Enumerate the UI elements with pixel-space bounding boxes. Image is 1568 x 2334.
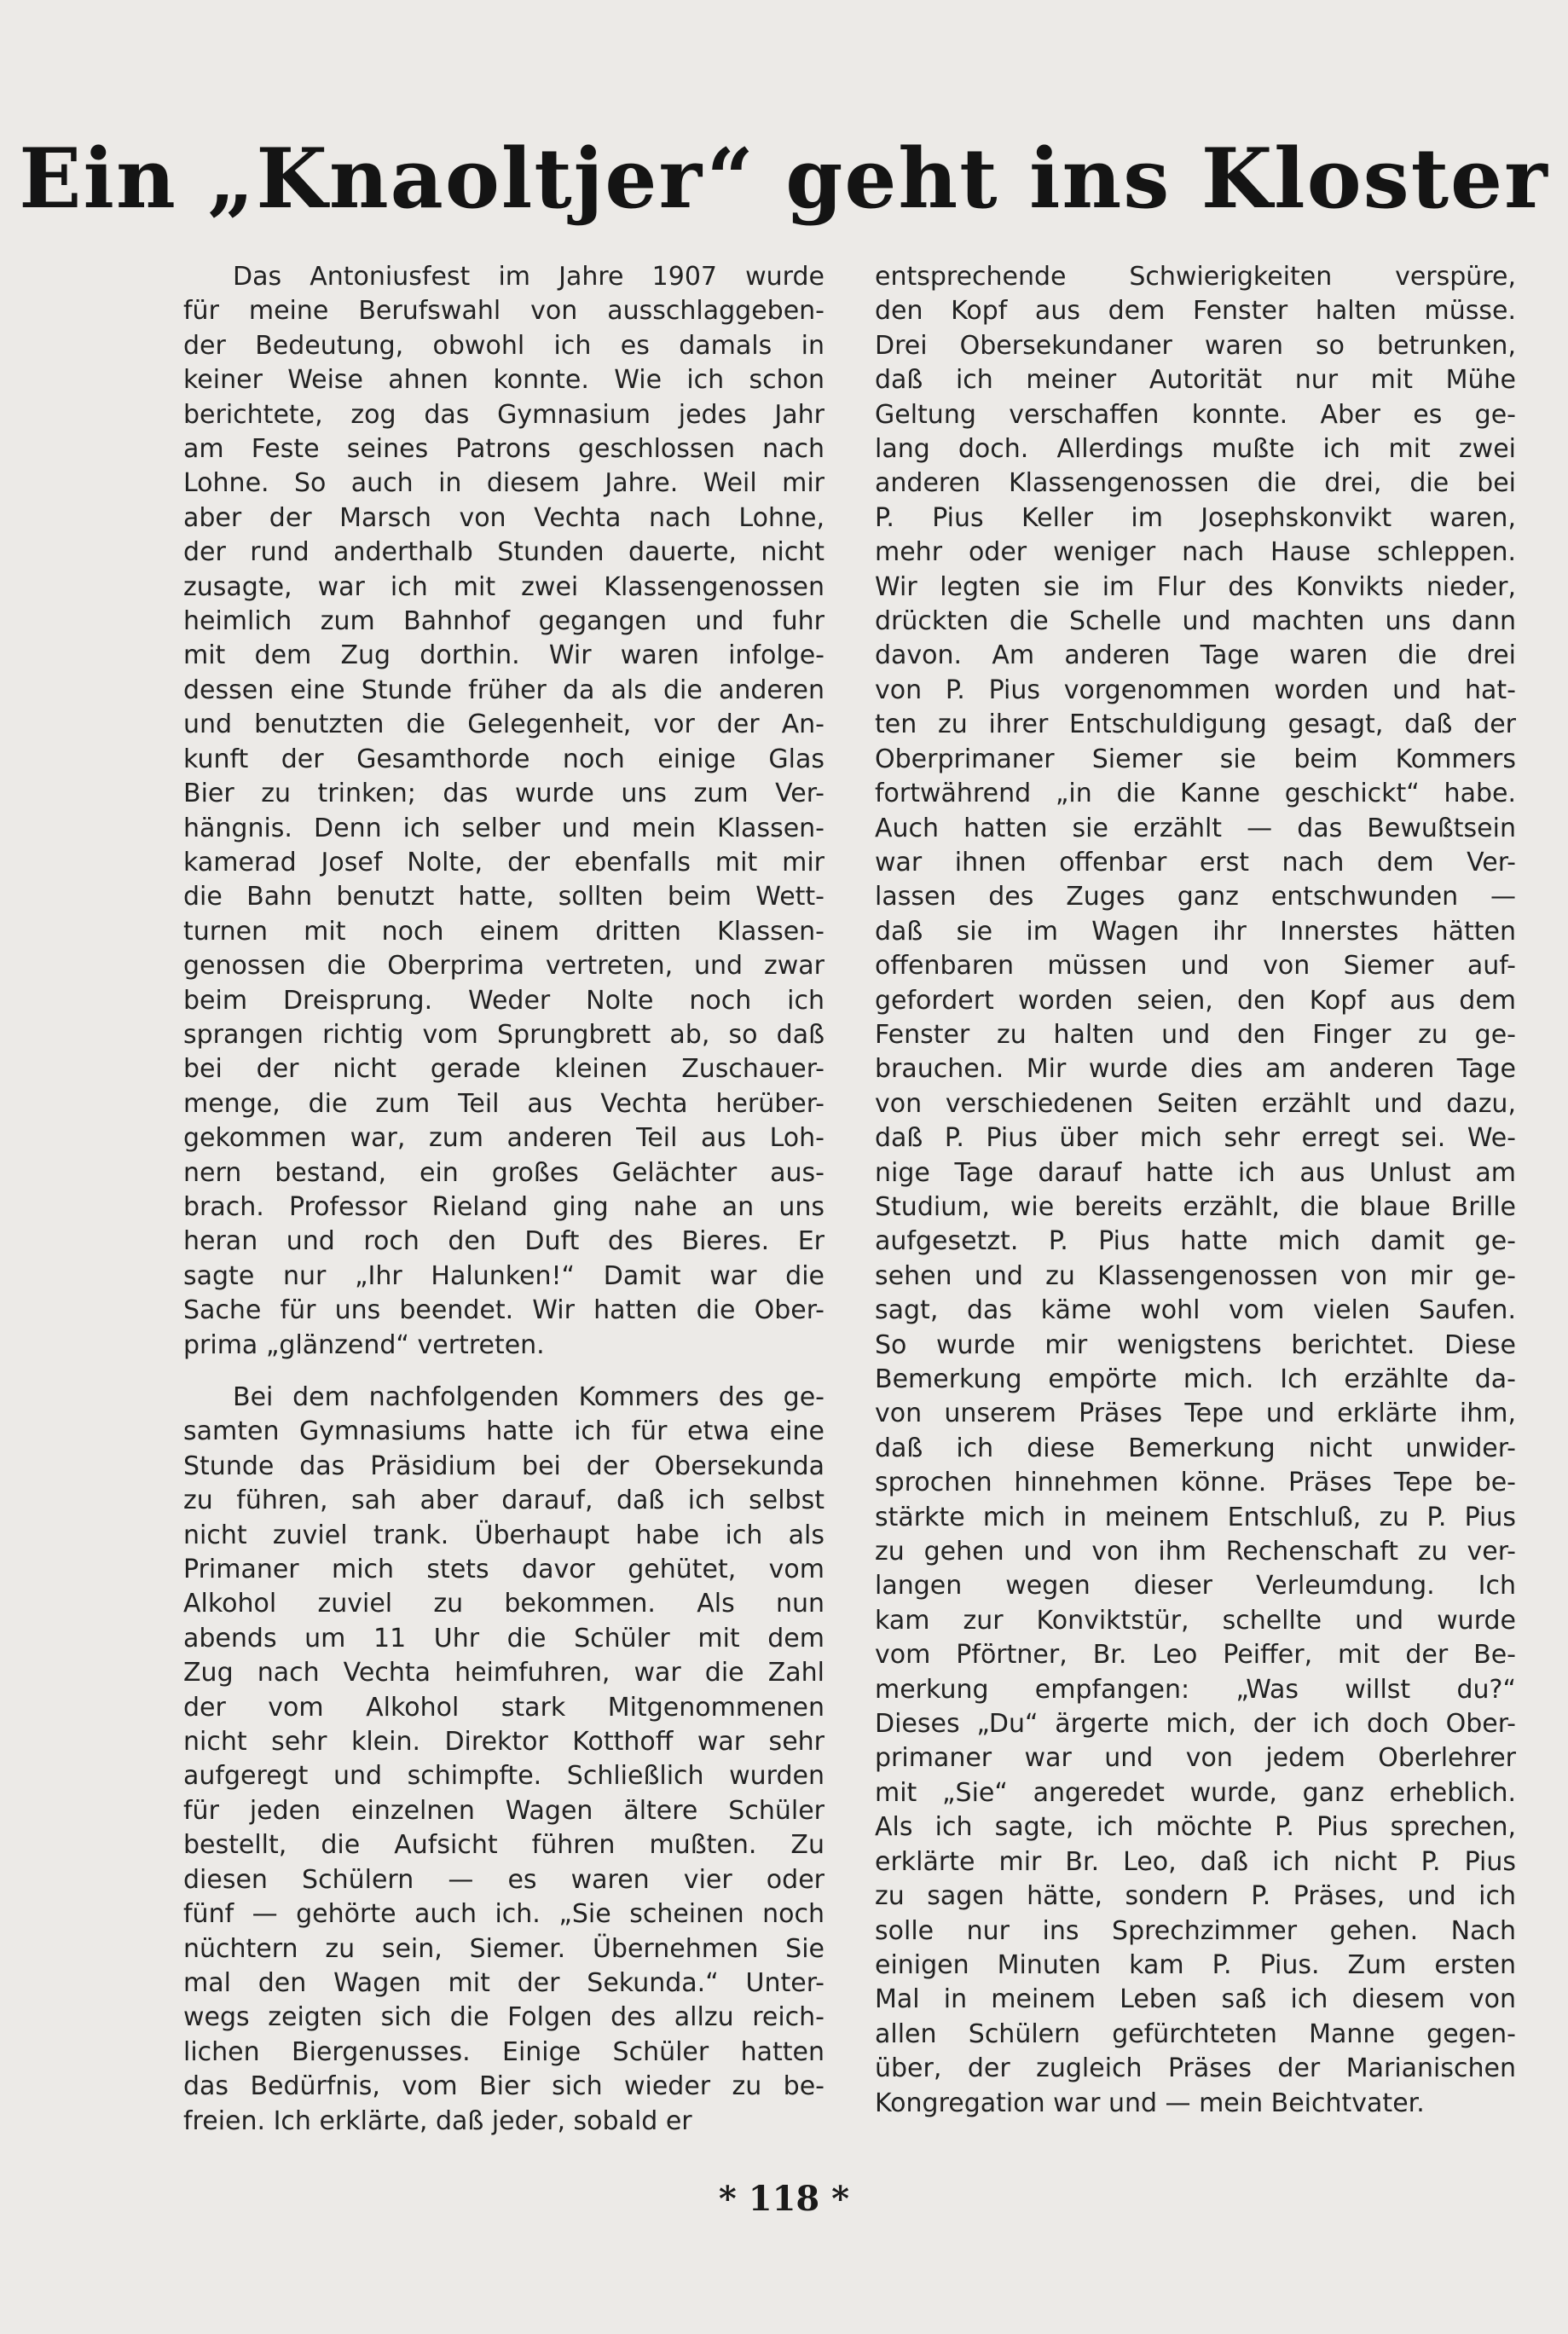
text-line: langen wegen dieser Verleumdung. Ich	[875, 1571, 1516, 1601]
text-line: genossen die Oberprima vertreten, und zwar	[183, 951, 825, 982]
text-line: Mal in meinem Leben saß ich diesem von	[875, 1984, 1516, 2015]
text-line: Geltung verschaffen konnte. Aber es ge-	[875, 399, 1516, 430]
text-line: nige Tage darauf hatte ich aus Unlust am	[875, 1157, 1516, 1188]
text-line: mit dem Zug dorthin. Wir waren infolge-	[183, 640, 825, 671]
text-line: gefordert worden seien, den Kopf aus dem	[875, 985, 1516, 1016]
text-line: daß sie im Wagen ihr Innerstes hätten	[875, 916, 1516, 947]
text-line: gekommen war, zum anderen Teil aus Loh-	[183, 1123, 825, 1154]
text-line: stärkte mich in meinem Entschluß, zu P. Pius	[875, 1502, 1516, 1532]
paragraph-gap	[183, 1363, 825, 1381]
text-line: freien. Ich erklärte, daß jeder, sobald er	[183, 2105, 692, 2136]
text-line: Alkohol zuviel zu bekommen. Als nun	[183, 1589, 825, 1619]
text-line: anderen Klassengenossen die drei, die bei	[875, 468, 1516, 499]
text-line: erklärte mir Br. Leo, daß ich nicht P. Pius	[875, 1846, 1516, 1877]
text-line: merkung empfangen: „Was willst du?“	[875, 1674, 1516, 1705]
article-title: Ein „Knaoltjer“ geht ins Kloster	[19, 130, 1549, 227]
text-line: Bemerkung empörte mich. Ich erzählte da-	[875, 1364, 1516, 1394]
text-line: primaner war und von jedem Oberlehrer	[875, 1743, 1516, 1774]
text-line: für jeden einzelnen Wagen ältere Schüler	[183, 1795, 825, 1826]
text-line: P. Pius Keller im Josephskonvikt waren,	[875, 502, 1516, 533]
text-line: Lohne. So auch in diesem Jahre. Weil mir	[183, 468, 825, 499]
text-line: von P. Pius vorgenommen worden und hat-	[875, 675, 1516, 705]
text-line: lassen des Zuges ganz entschwunden —	[875, 882, 1516, 912]
text-line: berichtete, zog das Gymnasium jedes Jahr	[183, 399, 825, 430]
text-line: über, der zugleich Präses der Marianischen	[875, 2053, 1516, 2084]
text-line: Auch hatten sie erzählt — das Bewußtsein	[875, 813, 1516, 843]
text-line: die Bahn benutzt hatte, sollten beim Wett-	[183, 882, 825, 912]
text-line: nern bestand, ein großes Gelächter aus-	[183, 1157, 825, 1188]
text-line: allen Schülern gefürchteten Manne gegen-	[875, 2018, 1516, 2049]
text-line: menge, die zum Teil aus Vechta herüber-	[183, 1088, 825, 1119]
text-line: hängnis. Denn ich selber und mein Klassen-	[183, 813, 825, 843]
text-line: einigen Minuten kam P. Pius. Zum ersten	[875, 1949, 1516, 1980]
text-line: nicht zuviel trank. Überhaupt habe ich als	[183, 1520, 825, 1550]
text-line: aber der Marsch von Vechta nach Lohne,	[183, 502, 825, 533]
text-line: sagt, das käme wohl vom vielen Saufen.	[875, 1295, 1516, 1326]
text-line: sprochen hinnehmen könne. Präses Tepe be-	[875, 1468, 1516, 1498]
text-line: für meine Berufswahl von ausschlaggeben-	[183, 296, 825, 327]
right-column	[875, 260, 1516, 2121]
text-line: und benutzten die Gelegenheit, vor der An-	[183, 709, 825, 740]
text-line: heran und roch den Duft des Bieres. Er	[183, 1226, 825, 1257]
text-line: abends um 11 Uhr die Schüler mit dem	[183, 1623, 825, 1653]
text-line: prima „glänzend“ vertreten.	[183, 1329, 545, 1360]
text-line: war ihnen offenbar erst nach dem Ver-	[875, 847, 1516, 877]
text-line: Primaner mich stets davor gehütet, vom	[183, 1555, 825, 1585]
text-line: der rund anderthalb Stunden dauerte, nicht	[183, 537, 825, 568]
text-line: beim Dreisprung. Weder Nolte noch ich	[183, 985, 825, 1016]
text-line: zusagte, war ich mit zwei Klassengenossen	[183, 571, 825, 602]
text-line: Das Antoniusfest im Jahre 1907 wurde	[233, 262, 825, 292]
text-line: zu gehen und von ihm Rechenschaft zu ver-	[875, 1537, 1516, 1567]
text-line: den Kopf aus dem Fenster halten müsse.	[875, 296, 1516, 327]
text-line: Dieses „Du“ ärgerte mich, der ich doch Ober-	[875, 1709, 1516, 1740]
text-line: Kongregation war und — mein Beichtvater.	[875, 2088, 1425, 2118]
left-column	[183, 260, 825, 2139]
text-line: der vom Alkohol stark Mitgenommenen	[183, 1692, 825, 1723]
text-line: Fenster zu halten und den Finger zu ge-	[875, 1019, 1516, 1050]
text-line: Zug nach Vechta heimfuhren, war die Zahl	[183, 1658, 825, 1688]
text-line: Stunde das Präsidium bei der Obersekunda	[183, 1451, 825, 1481]
text-line: brach. Professor Rieland ging nahe an uns	[183, 1191, 825, 1222]
text-line: das Bedürfnis, vom Bier sich wieder zu be-	[183, 2071, 825, 2102]
text-line: brauchen. Mir wurde dies am anderen Tage	[875, 1054, 1516, 1085]
text-line: Sache für uns beendet. Wir hatten die Ober-	[183, 1295, 825, 1326]
text-line: Wir legten sie im Flur des Konvikts nieder,	[875, 571, 1516, 602]
text-line: von verschiedenen Seiten erzählt und dazu,	[875, 1088, 1516, 1119]
text-line: So wurde mir wenigstens berichtet. Diese	[875, 1329, 1516, 1360]
text-line: aufgesetzt. P. Pius hatte mich damit ge-	[875, 1226, 1516, 1257]
text-line: lichen Biergenusses. Einige Schüler hatten	[183, 2036, 825, 2067]
text-line: von unserem Präses Tepe und erklärte ihm,	[875, 1399, 1516, 1429]
text-line: mal den Wagen mit der Sekunda.“ Unter-	[183, 1967, 825, 1998]
text-line: daß ich meiner Autorität nur mit Mühe	[875, 365, 1516, 396]
text-line: turnen mit noch einem dritten Klassen-	[183, 916, 825, 947]
text-line: nüchtern zu sein, Siemer. Übernehmen Sie	[183, 1933, 825, 1964]
text-line: fünf — gehörte auch ich. „Sie scheinen noch	[183, 1899, 825, 1930]
text-line: daß ich diese Bemerkung nicht unwider-	[875, 1433, 1516, 1463]
text-line: sprangen richtig vom Sprungbrett ab, so daß	[183, 1019, 825, 1050]
text-line: kam zur Konviktstür, schellte und wurde	[875, 1605, 1516, 1636]
text-line: kunft der Gesamthorde noch einige Glas	[183, 744, 825, 774]
text-line: keiner Weise ahnen konnte. Wie ich schon	[183, 365, 825, 396]
text-line: daß P. Pius über mich sehr erregt sei. We-	[875, 1123, 1516, 1154]
text-line: sagte nur „Ihr Halunken!“ Damit war die	[183, 1260, 825, 1291]
text-line: nicht sehr klein. Direktor Kotthoff war sehr	[183, 1727, 825, 1758]
text-line: am Feste seines Patrons geschlossen nach	[183, 434, 825, 465]
text-line: zu sagen hätte, sondern P. Präses, und ich	[875, 1881, 1516, 1912]
text-line: Bier zu trinken; das wurde uns zum Ver-	[183, 779, 825, 809]
text-line: solle nur ins Sprechzimmer gehen. Nach	[875, 1915, 1516, 1946]
text-line: bestellt, die Aufsicht führen mußten. Zu	[183, 1830, 825, 1861]
text-line: bei der nicht gerade kleinen Zuschauer-	[183, 1054, 825, 1085]
text-line: der Bedeutung, obwohl ich es damals in	[183, 330, 825, 361]
text-line: mehr oder weniger nach Hause schleppen.	[875, 537, 1516, 568]
text-line: Oberprimaner Siemer sie beim Kommers	[875, 744, 1516, 774]
text-line: Als ich sagte, ich möchte P. Pius sprechen,	[875, 1812, 1516, 1843]
text-line: diesen Schülern — es waren vier oder	[183, 1864, 825, 1895]
text-line: Drei Obersekundaner waren so betrunken,	[875, 330, 1516, 361]
text-line: fortwährend „in die Kanne geschickt“ habe.	[875, 779, 1516, 809]
text-line: vom Pförtner, Br. Leo Peiffer, mit der Be-	[875, 1640, 1516, 1671]
text-line: ten zu ihrer Entschuldigung gesagt, daß der	[875, 709, 1516, 740]
text-line: samten Gymnasiums hatte ich für etwa eine	[183, 1416, 825, 1447]
text-line: kamerad Josef Nolte, der ebenfalls mit mir	[183, 847, 825, 877]
text-line: drückten die Schelle und machten uns dann	[875, 606, 1516, 637]
text-line: aufgeregt und schimpfte. Schließlich wurden	[183, 1761, 825, 1792]
text-line: heimlich zum Bahnhof gegangen und fuhr	[183, 606, 825, 637]
text-line: davon. Am anderen Tage waren die drei	[875, 640, 1516, 671]
text-line: entsprechende Schwierigkeiten verspüre,	[875, 262, 1516, 292]
text-line: dessen eine Stunde früher da als die anderen	[183, 675, 825, 705]
text-line: Studium, wie bereits erzählt, die blaue Brille	[875, 1191, 1516, 1222]
page-number: * 118 *	[718, 2179, 850, 2219]
text-line: offenbaren müssen und von Siemer auf-	[875, 951, 1516, 982]
text-line: Bei dem nachfolgenden Kommers des ge-	[233, 1382, 825, 1412]
text-line: mit „Sie“ angeredet wurde, ganz erheblich.	[875, 1777, 1516, 1808]
text-line: wegs zeigten sich die Folgen des allzu reich-	[183, 2002, 825, 2033]
text-line: lang doch. Allerdings mußte ich mit zwei	[875, 434, 1516, 465]
text-line: sehen und zu Klassengenossen von mir ge-	[875, 1260, 1516, 1291]
text-line: zu führen, sah aber darauf, daß ich selbst	[183, 1486, 825, 1516]
